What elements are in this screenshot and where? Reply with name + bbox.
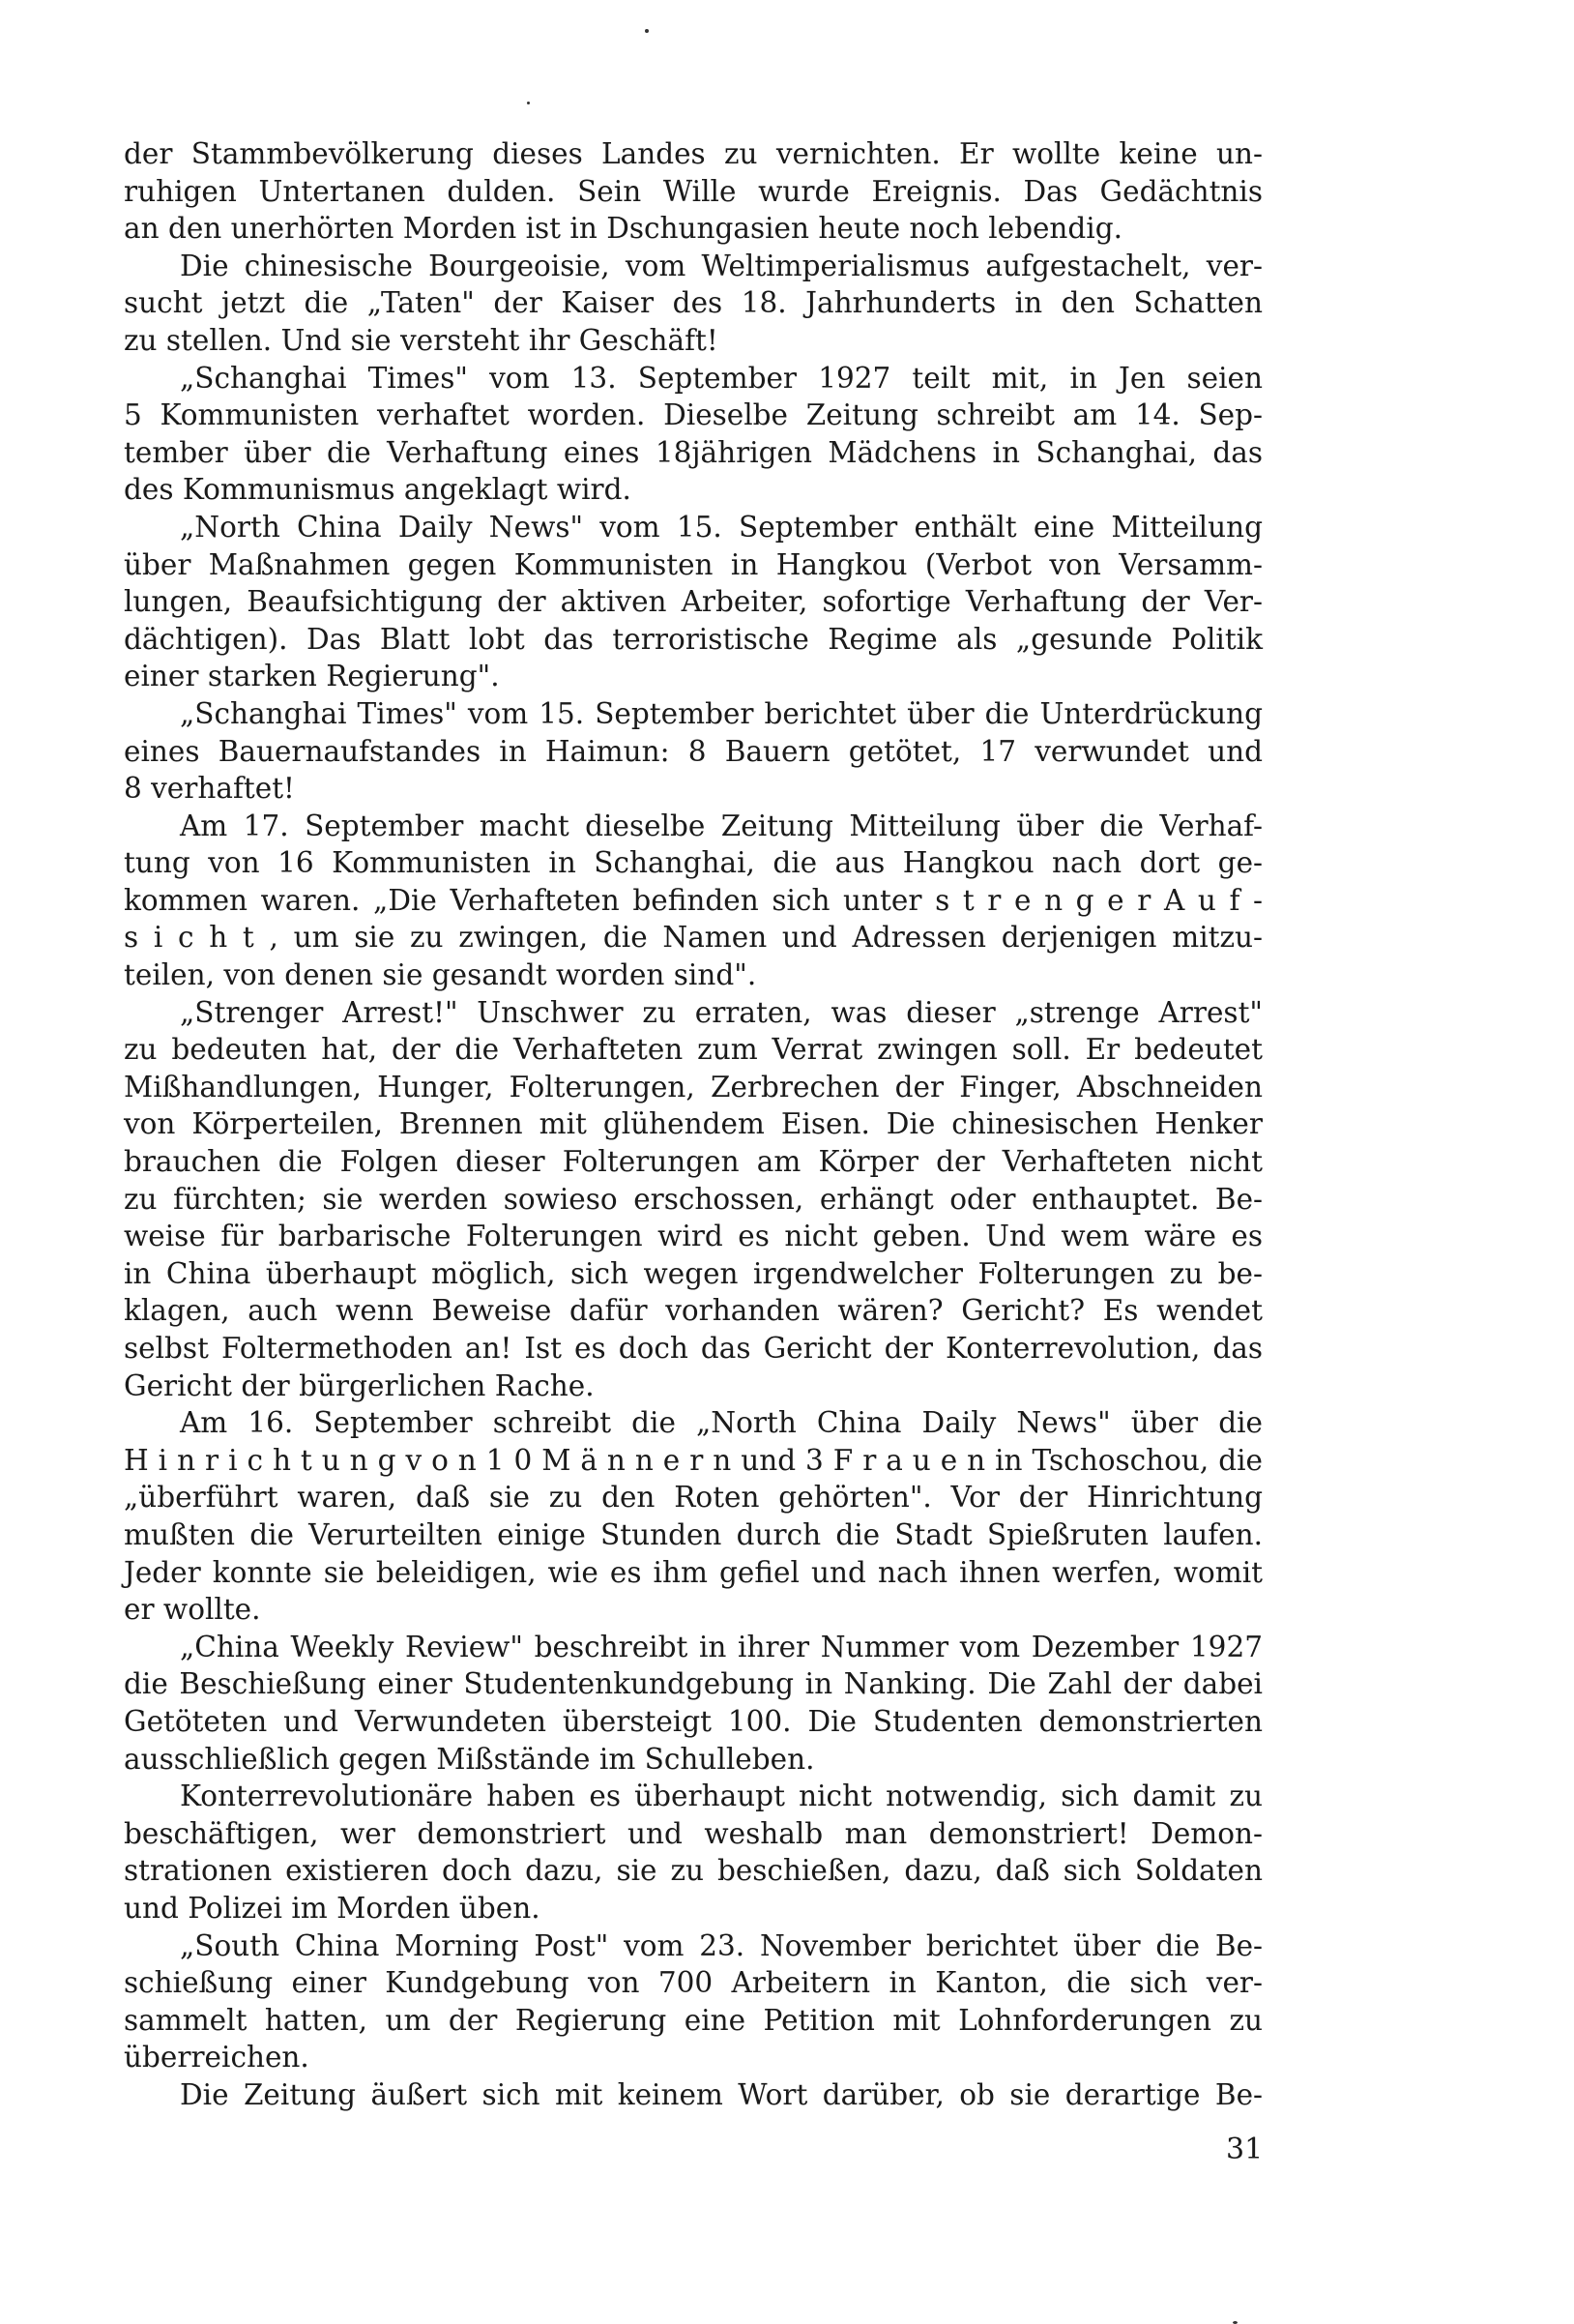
text-line: überreichen. — [124, 2041, 309, 2074]
text-line: die Beschießung einer Studentenkundgebung in Nanking. Die Zahl der dabei — [124, 1667, 1263, 1701]
text-line: schießung einer Kundgebung von 700 Arbeitern in Kanton, die sich ver- — [124, 1966, 1263, 2000]
text-line: lungen, Beaufsichtigung der aktiven Arbeiter, sofortige Verhaftung der Ver- — [124, 585, 1263, 619]
text-line: dächtigen). Das Blatt lobt das terroristische Regime als „gesunde Politik — [124, 622, 1263, 656]
text-line: eines Bauernaufstandes in Haimun: 8 Bauern getötet, 17 verwundet und — [124, 734, 1263, 768]
text-line: er wollte. — [124, 1593, 261, 1627]
text-line: „überführt waren, daß sie zu den Roten gehörten". Vor der Hinrichtung — [124, 1481, 1263, 1515]
text-line: des Kommunismus angeklagt wird. — [124, 473, 631, 507]
text-line: brauchen die Folgen dieser Folterungen am Körper der Verhafteten nicht — [124, 1145, 1263, 1179]
text-line: Mißhandlungen, Hunger, Folterungen, Zerbrechen der Finger, Abschneiden — [124, 1070, 1263, 1103]
text-line: an den unerhörten Morden ist in Dschungasien heute noch lebendig. — [124, 212, 1123, 246]
text-line: klagen, auch wenn Beweise dafür vorhanden wären? Gericht? Es wendet — [124, 1294, 1263, 1328]
text-line: zu bedeuten hat, der die Verhafteten zum Verrat zwingen soll. Er bedeutet — [124, 1033, 1263, 1067]
text-line: mußten die Verurteilten einige Stunden durch die Stadt Spießruten laufen. — [124, 1517, 1263, 1551]
body-text — [124, 135, 1263, 2113]
text-line: und Polizei im Morden üben. — [124, 1891, 540, 1925]
text-line: über Maßnahmen gegen Kommunisten in Hangkou (Verbot von Versamm- — [124, 547, 1263, 581]
text-line: zu fürchten; sie werden sowieso erschossen, erhängt oder enthauptet. Be- — [124, 1182, 1263, 1216]
text-line: „Schanghai Times" vom 15. September berichtet über die Unterdrückung — [180, 696, 1263, 730]
text-line: Am 17. September macht dieselbe Zeitung Mitteilung über die Verhaf- — [180, 809, 1263, 842]
scan-speck — [645, 29, 649, 33]
text-line: 8 verhaftet! — [124, 772, 295, 806]
page-number: 31 — [1226, 2133, 1264, 2166]
text-line: einer starken Regierung". — [124, 660, 500, 693]
scan-speck — [527, 102, 530, 104]
text-line: Am 16. September schreibt die „North China Daily News" über die — [180, 1406, 1263, 1440]
text-line: Getöteten und Verwundeten übersteigt 100. Die Studenten demonstrierten — [124, 1704, 1263, 1738]
text-line: in China überhaupt möglich, sich wegen irgendwelcher Folterungen zu be- — [124, 1256, 1263, 1290]
text-line: „North China Daily News" vom 15. September enthält eine Mitteilung — [180, 510, 1263, 544]
text-line: teilen, von denen sie gesandt worden sind". — [124, 958, 757, 992]
text-line: „South China Morning Post" vom 23. November berichtet über die Be- — [180, 1928, 1263, 1962]
text-line: von Körperteilen, Brennen mit glühendem Eisen. Die chinesischen Henker — [124, 1107, 1263, 1141]
text-line: zu stellen. Und sie versteht ihr Geschäft! — [124, 323, 718, 357]
text-line: sammelt hatten, um der Regierung eine Petition mit Lohnforderungen zu — [124, 2003, 1263, 2037]
text-line: der Stammbevölkerung dieses Landes zu vernichten. Er wollte keine un- — [124, 137, 1263, 170]
text-line: 5 Kommunisten verhaftet worden. Dieselbe Zeitung schreibt am 14. Sep- — [124, 398, 1263, 432]
text-line: ruhigen Untertanen dulden. Sein Wille wurde Ereignis. Das Gedächtnis — [124, 174, 1263, 208]
text-line: H i n r i c h t u n g v o n 1 0 M ä n n e r n und 3 F r a u e n in Tschoschou, die — [124, 1443, 1263, 1477]
text-line: kommen waren. „Die Verhafteten befinden sich unter s t r e n g e r A u f - — [124, 883, 1263, 917]
text-line: „Schanghai Times" vom 13. September 1927 teilt mit, in Jen seien — [180, 361, 1263, 395]
text-line: ausschließlich gegen Mißstände im Schulleben. — [124, 1742, 815, 1776]
text-line: Die Zeitung äußert sich mit keinem Wort darüber, ob sie derartige Be- — [180, 2077, 1263, 2111]
text-line: weise für barbarische Folterungen wird es nicht geben. Und wem wäre es — [124, 1220, 1263, 1253]
text-line: strationen existieren doch dazu, sie zu beschießen, dazu, daß sich Soldaten — [124, 1854, 1263, 1888]
text-line: Gericht der bürgerlichen Rache. — [124, 1368, 595, 1402]
text-line: tember über die Verhaftung eines 18jährigen Mädchens in Schanghai, das — [124, 435, 1263, 469]
text-line: beschäftigen, wer demonstriert und weshalb man demonstriert! Demon- — [124, 1816, 1263, 1850]
text-line: Konterrevolutionäre haben es überhaupt nicht notwendig, sich damit zu — [180, 1780, 1263, 1813]
text-line: „China Weekly Review" beschreibt in ihrer Nummer vom Dezember 1927 — [180, 1630, 1263, 1663]
text-line: tung von 16 Kommunisten in Schanghai, die aus Hangkou nach dort ge- — [124, 846, 1263, 880]
text-line: s i c h t , um sie zu zwingen, die Namen und Adressen derjenigen mitzu- — [124, 921, 1263, 955]
text-line: sucht jetzt die „Taten" der Kaiser des 18. Jahrhunderts in den Schatten — [124, 286, 1263, 320]
text-line: Die chinesische Bourgeoisie, vom Weltimperialismus aufgestachelt, ver- — [180, 249, 1263, 282]
text-line: Jeder konnte sie beleidigen, wie es ihm gefiel und nach ihnen werfen, womit — [124, 1555, 1263, 1589]
text-line: „Strenger Arrest!" Unschwer zu erraten, was dieser „strenge Arrest" — [180, 995, 1263, 1029]
text-line: selbst Foltermethoden an! Ist es doch das Gericht der Konterrevolution, das — [124, 1332, 1263, 1365]
